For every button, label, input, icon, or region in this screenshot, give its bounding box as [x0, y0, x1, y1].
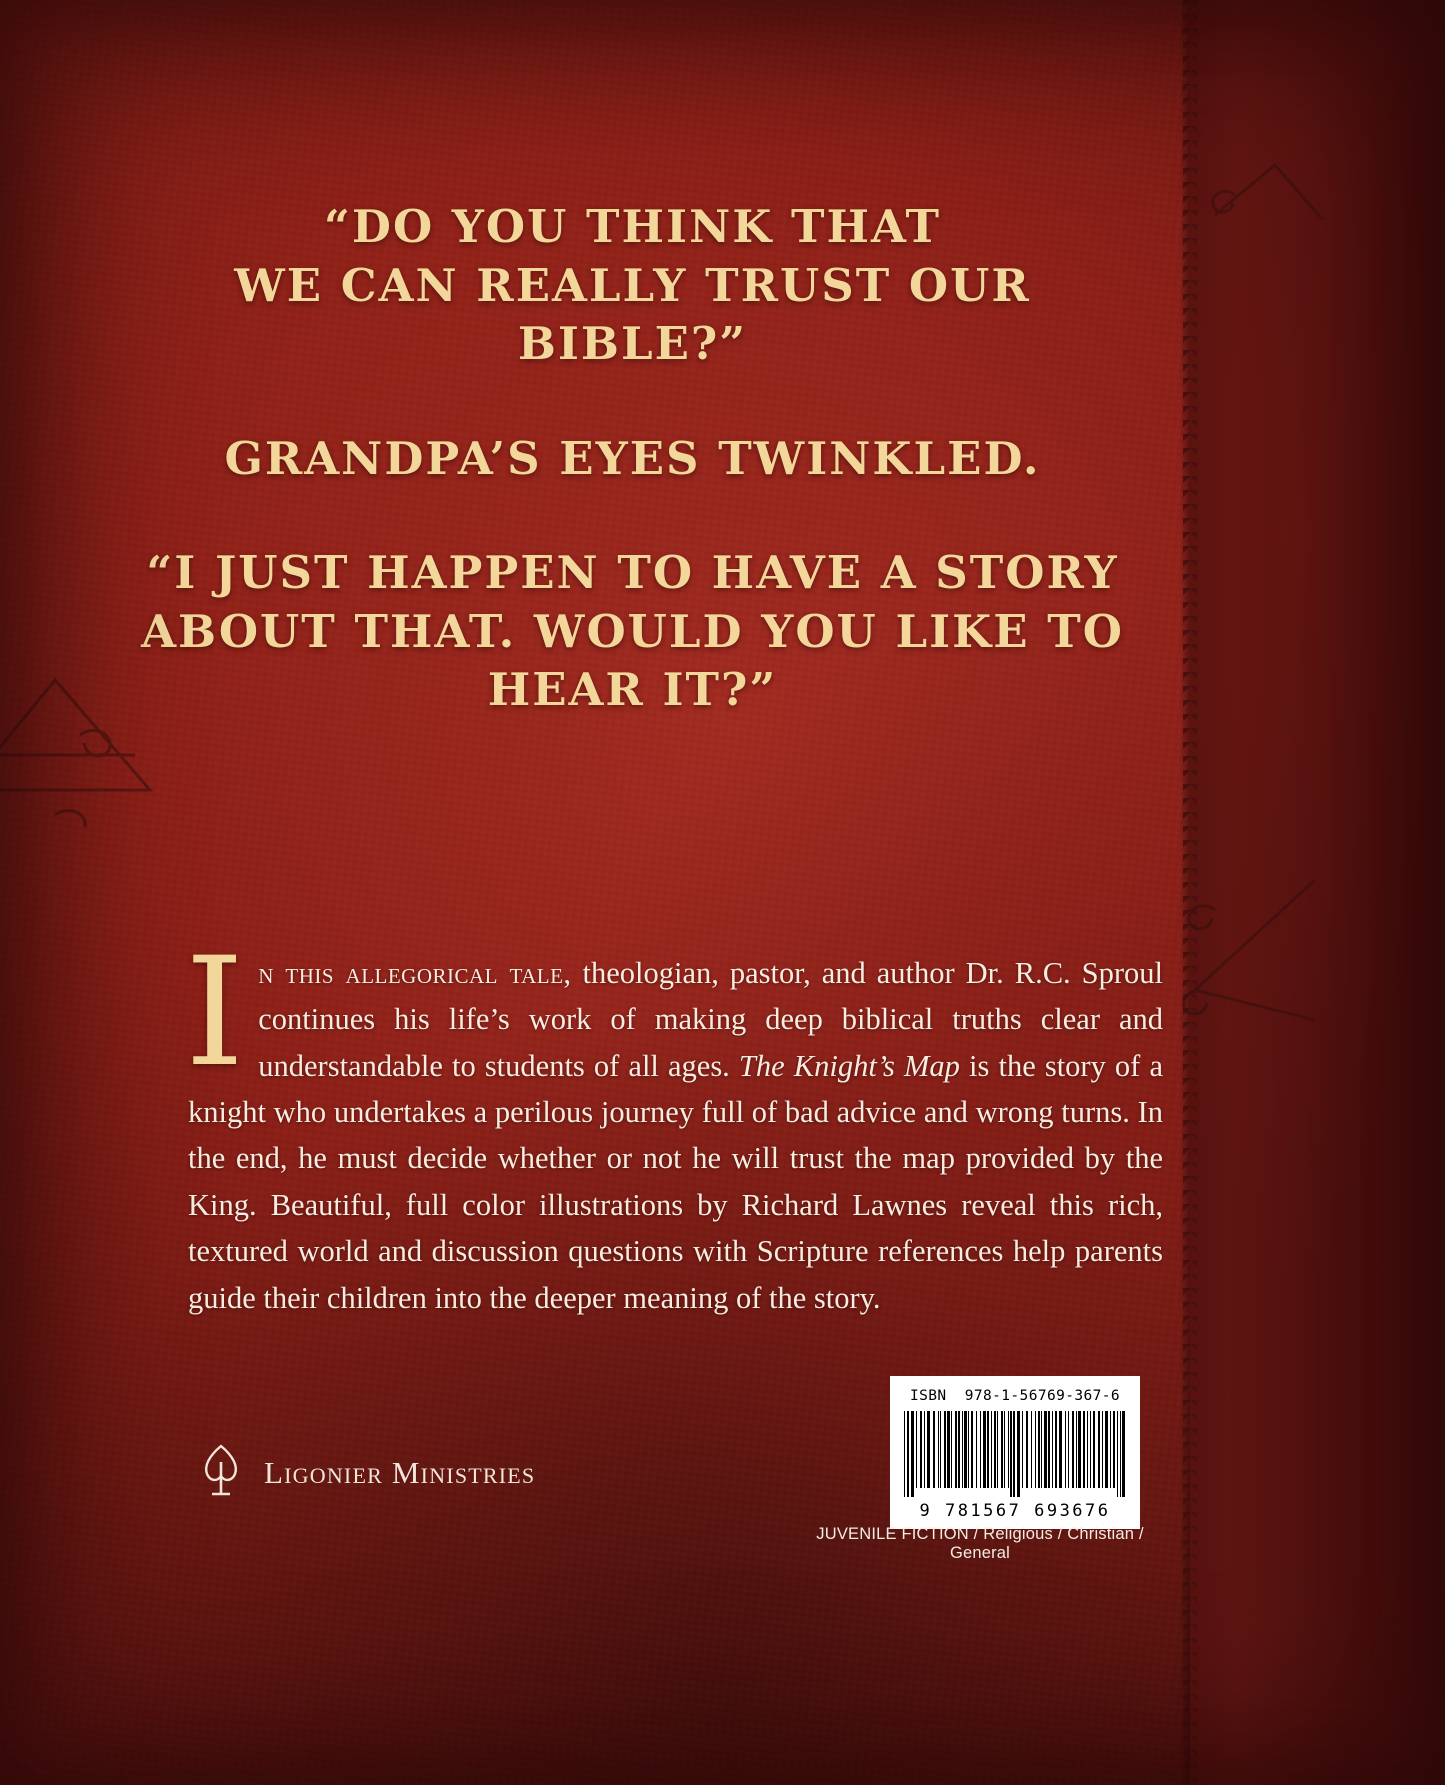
bisac-category: JUVENILE FICTION / Religious / Christian / General	[816, 1525, 1144, 1562]
drop-cap: I	[185, 926, 245, 1100]
quote-line-3: GRANDPA’S EYES TWINKLED.	[224, 431, 1041, 485]
quote-line-6: HEAR IT?”	[487, 663, 778, 716]
isbn-number: 978-1-56769-367-6	[964, 1388, 1120, 1404]
description-part-2: is the story of a knight who undertakes a perilous journey full of bad advice and wrong turns. In the end, he must decide whether or not he will trust the map provided by the King. Beautiful, full color illustrations by Richard Lawnes reveal this rich, textured world and discussion questions with Scripture references help parents guide their children into the deeper meaning of the story.	[188, 1048, 1163, 1315]
pull-quote	[120, 198, 1145, 766]
quote-line-4: “I JUST HAPPEN TO HAVE A STORY	[146, 546, 1119, 599]
barcode-bars	[904, 1411, 1126, 1497]
book-description	[185, 926, 1163, 1321]
book-title-mention: The Knight’s Map	[738, 1048, 960, 1083]
publisher-name: Ligonier Ministries	[264, 1454, 536, 1490]
tree-logo-icon	[196, 1442, 246, 1503]
spine-band	[1190, 0, 1445, 1785]
quote-line-1: “DO YOU THINK THAT	[324, 200, 941, 253]
isbn-line	[904, 1388, 1126, 1404]
quote-line-5: ABOUT THAT. WOULD YOU LIKE TO	[141, 604, 1124, 658]
description-opening: n this allegorical tale,	[258, 956, 572, 990]
description-part-1: theologian, pastor, and author Dr. R.C. Sproul continues his life’s work of making deep biblical truths clear and understandable to students of all ages.	[258, 956, 1163, 1083]
barcode-block	[890, 1376, 1140, 1529]
ean-digits: 9 781567 693676	[919, 1501, 1111, 1521]
publisher-block	[196, 1442, 535, 1503]
isbn-label: ISBN	[909, 1388, 947, 1404]
quote-line-2: WE CAN REALLY TRUST OUR BIBLE?”	[234, 258, 1031, 370]
spine-shadow-edge	[1180, 0, 1190, 1785]
